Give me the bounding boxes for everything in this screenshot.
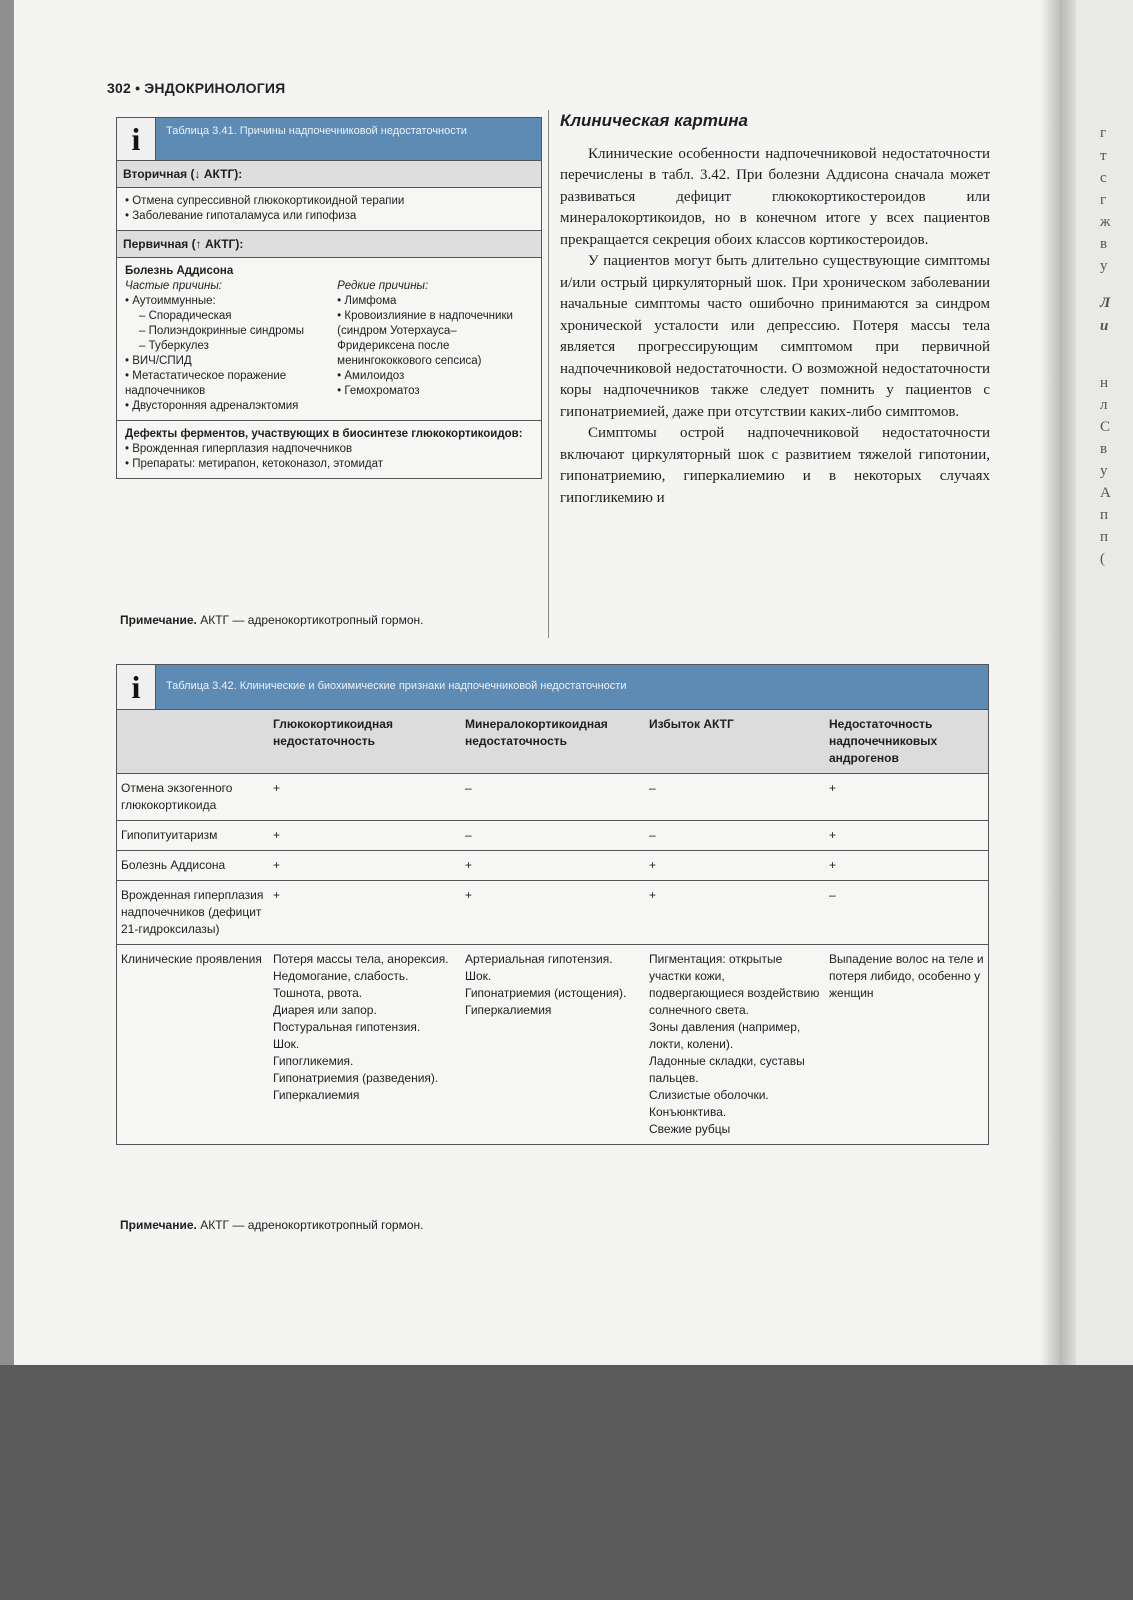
list-item: • Аутоиммунные:: [125, 295, 216, 307]
list-item: • Кровоизлияние в надпочечники (синдром Уотерхауса–Фридериксена после менингококкового сепсиса): [337, 310, 513, 367]
table-3-41-header: [117, 118, 541, 161]
table-cell: –: [825, 881, 988, 945]
common-label: Частые причины:: [125, 280, 222, 292]
table-cell: Пигментация: открытые участки кожи, подвергающиеся воздействию солнечного света. Зоны давления (например, локти, колени). Ладонные складки, суставы пальцев. Слизистые оболочки. Конъюнктива. Свежие рубцы: [649, 952, 820, 1136]
paragraph-2: У пациентов могут быть длительно существующие симптомы и/или острый циркуляторный шок. При хроническом заболевании начальные симптомы часто ошибочно принимаются за синдром хронической усталости или депрессию. Потеря массы тела является прогрессирующим симптомом при первичной надпочечниковой недостаточности. О возможной недостаточности коры надпочечников также следует помнить у пациентов с гипонатриемией, даже при отсутствии каких-либо симптомов.: [560, 253, 990, 420]
table-cell: +: [645, 881, 825, 945]
row-label: Отмена экзогенного глюкокортикоида: [117, 774, 269, 821]
list-item: • Метастатическое поражение надпочечников: [125, 370, 287, 397]
table-row: [117, 821, 988, 851]
table-3-41: [116, 117, 542, 479]
list-item: – Полиэндокринные синдромы: [139, 325, 305, 337]
table-cell: Выпадение волос на теле и потеря либидо, особенно у женщин: [829, 952, 984, 1000]
list-item: • Лимфома: [337, 295, 397, 307]
rare-label: Редкие причины:: [337, 280, 429, 292]
facing-page-edge: г т с г ж в у Л и н л С в у А п п (: [1060, 0, 1133, 1365]
table-header-row: [117, 710, 988, 774]
clinical-section: [560, 110, 990, 509]
column-header: Минералокортикоидная недостаточность: [461, 710, 645, 774]
column-header: Недостаточность надпочечниковых андрогенов: [825, 710, 988, 774]
table-3-41-note: Примечание. АКТГ — адренокортикотропный гормон.: [120, 613, 424, 627]
paragraph-1: Клинические особенности надпочечниковой недостаточности перечислены в табл. 3.42. При болезни Аддисона сначала может развиваться дефицит глюкокортикостероидов или минералокортикоидов, но в конечном итоге у всех пациентов прекращается секреция обоих классов кортикостероидов.: [560, 145, 990, 248]
row-label: Гипопитуитаризм: [117, 821, 269, 851]
secondary-list: [117, 188, 541, 231]
addison-block: [117, 258, 541, 421]
secondary-header: Вторичная (↓ АКТГ):: [117, 161, 541, 188]
column-divider: [548, 110, 549, 638]
row-label: Врожденная гиперплазия надпочечников (дефицит 21-гидроксилазы): [117, 881, 269, 945]
enzyme-header: Дефекты ферментов, участвующих в биосинтезе глюкокортикоидов:: [125, 428, 523, 440]
table-cell: Артериальная гипотензия. Шок. Гипонатриемия (истощения). Гиперкалиемия: [465, 952, 627, 1017]
table-cell: –: [461, 774, 645, 821]
rare-causes: [337, 279, 533, 414]
list-item: • Гемохроматоз: [337, 385, 420, 397]
table-3-42: [116, 664, 989, 1145]
list-item: • ВИЧ/СПИД: [125, 355, 192, 367]
column-header: [117, 710, 269, 774]
running-head: [107, 80, 285, 96]
section-title: ЭНДОКРИНОЛОГИЯ: [144, 80, 286, 96]
head-separator: •: [135, 80, 141, 96]
table-3-42-title: Таблица 3.42. Клинические и биохимические признаки надпочечниковой недостаточности: [166, 680, 627, 692]
scan-left-edge: [0, 0, 14, 1365]
row-label: Клинические проявления: [121, 952, 262, 966]
table-cell: +: [825, 821, 988, 851]
section-heading: Клиническая картина: [560, 111, 748, 130]
info-icon: i: [117, 665, 156, 709]
list-item: • Отмена супрессивной глюкокортикоидной терапии: [125, 195, 405, 207]
common-causes: [125, 279, 337, 414]
table-3-42-header: [117, 665, 988, 710]
page-number: 302: [107, 80, 131, 96]
row-label: Болезнь Аддисона: [117, 851, 269, 881]
table-cell: Потеря массы тела, анорексия. Недомогание, слабость. Тошнота, рвота. Диарея или запор. Постуральная гипотензия. Шок. Гипогликемия. Гипонатриемия (разведения). Гиперкалиемия: [273, 952, 449, 1102]
table-cell: –: [461, 821, 645, 851]
enzyme-block: [117, 421, 541, 478]
table-cell: –: [645, 774, 825, 821]
table-cell: +: [269, 821, 461, 851]
table-row-clinical: [117, 945, 988, 1145]
table-cell: +: [269, 774, 461, 821]
table-3-42-note: Примечание. АКТГ — адренокортикотропный гормон.: [120, 1218, 424, 1232]
page-gutter-shadow: [1040, 0, 1076, 1365]
table-row: [117, 881, 988, 945]
list-item: • Двусторонняя адреналэктомия: [125, 400, 299, 412]
table-cell: +: [645, 851, 825, 881]
table-row: [117, 774, 988, 821]
list-item: • Амилоидоз: [337, 370, 405, 382]
info-icon: i: [117, 118, 156, 160]
table-cell: +: [461, 851, 645, 881]
list-item: • Заболевание гипоталамуса или гипофиза: [125, 210, 357, 222]
table-cell: +: [269, 881, 461, 945]
list-item: – Туберкулез: [139, 340, 209, 352]
addison-title: Болезнь Аддисона: [125, 265, 234, 277]
table-cell: –: [645, 821, 825, 851]
list-item: – Спорадическая: [139, 310, 232, 322]
column-header: Избыток АКТГ: [645, 710, 825, 774]
table-3-41-title: Таблица 3.41. Причины надпочечниковой недостаточности: [166, 125, 467, 137]
paragraph-3: Симптомы острой надпочечниковой недостаточности включают циркуляторный шок с развитием тяжелой гипотонии, гипонатриемию, гиперкалиемию и в некоторых случаях гипогликемию и: [560, 425, 990, 506]
list-item: • Препараты: метирапон, кетоконазол, этомидат: [125, 458, 384, 470]
table-3-42-grid: [117, 710, 988, 1144]
table-cell: +: [269, 851, 461, 881]
table-row: [117, 851, 988, 881]
table-cell: +: [825, 851, 988, 881]
primary-header: Первичная (↑ АКТГ):: [117, 231, 541, 258]
column-header: Глюкокортикоидная недостаточность: [269, 710, 461, 774]
table-cell: +: [461, 881, 645, 945]
list-item: • Врожденная гиперплазия надпочечников: [125, 443, 353, 455]
table-cell: +: [825, 774, 988, 821]
